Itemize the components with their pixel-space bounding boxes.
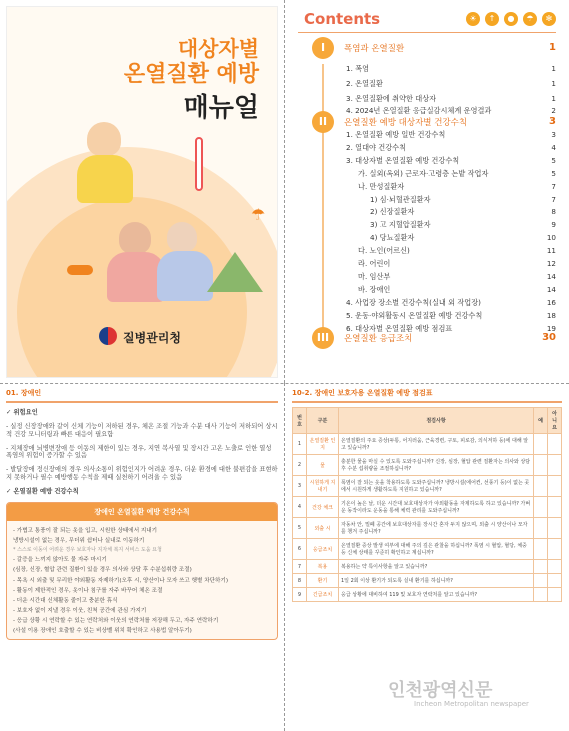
watermark: 인천광역신문 — [388, 680, 493, 701]
elder-head-illustration — [119, 222, 151, 254]
table-row — [293, 539, 562, 560]
risk-item: - 지체장애 뇌병변장애 등 이동의 제한이 있는 경우, 지연 복사열 및 장시간 고온 노출로 인한 열성 폭염의 위험이 증가할 수 있음 — [6, 444, 272, 460]
rules-heading: ✓ 온열질환 예방 건강수칙 — [6, 488, 79, 496]
contents-icons — [466, 12, 556, 26]
row-check-text: 온열질환의 주요 증상(두통, 어지러움, 근육경련, 구토, 피로감, 의식저하 등)에 대해 알고 있습니까? — [339, 434, 534, 455]
section-numeral: III — [312, 327, 334, 349]
toc-item[interactable]: 5. 운동·야외활동시 온열질환 예방 건강수칙 18 — [346, 310, 556, 320]
no-checkbox[interactable] — [548, 560, 562, 574]
rule-line: - 보호자 없이 지낼 경우 이웃, 친척 공간에 관심 가지기 — [13, 607, 147, 614]
row-number: 6 — [293, 539, 307, 560]
person-body-illustration — [77, 155, 133, 203]
no-checkbox[interactable] — [548, 539, 562, 560]
row-number: 4 — [293, 497, 307, 518]
table-header-row — [293, 408, 562, 434]
row-check-text: 폭염이 잘 되는 옷을 착용하도록 도와주십니까? 냉방시설(에어컨, 선풍기 등)이 없는 곳에서 시원하게 생활하도록 지원하고 있습니까? — [339, 476, 534, 497]
table-row — [293, 455, 562, 476]
column-header: 아니요 — [548, 408, 562, 434]
person-head-illustration — [87, 122, 121, 156]
column-header: 점검사항 — [339, 408, 534, 434]
hill-illustration — [207, 252, 263, 292]
cover-page — [6, 6, 278, 378]
table-row — [293, 497, 562, 518]
row-number: 1 — [293, 434, 307, 455]
rule-line: (사설 이용 장애인 호출할 수 있는 비상벨 위치 확인하고 사용법 알아두기) — [13, 628, 192, 635]
agency-name: 질병관리청 — [123, 331, 181, 345]
drop-icon: ● — [504, 12, 518, 26]
table-row — [293, 476, 562, 497]
section-title[interactable]: 온열질환 응급조치 30 — [344, 332, 556, 344]
table-row — [293, 574, 562, 588]
disabled-guide-page — [6, 386, 278, 726]
toc-item[interactable]: 나. 만성질환자 7 — [358, 181, 556, 191]
column-header: 예 — [534, 408, 548, 434]
rule-line: (심장, 신장, 혈압 관련 질환이 있을 경우 의사와 상담 후 수분섭취량 조절) — [13, 567, 192, 574]
rule-line: * 스스로 이동이 어려운 경우 보호자나 지자체 복지 서비스 도움 요청 — [13, 547, 162, 554]
row-check-text: 복용하는 약 특이사항을 알고 있습니까? — [339, 560, 534, 574]
contents-timeline — [322, 64, 324, 344]
elder2-head-illustration — [167, 222, 197, 252]
row-check-text: 응급 상황에 대비하여 119 및 보호자 연락처를 알고 있습니까? — [339, 588, 534, 602]
toc-item[interactable]: 1. 온열질환 예방 일반 건강수칙 3 — [346, 130, 556, 139]
yes-checkbox[interactable] — [534, 574, 548, 588]
contents-page — [290, 6, 564, 378]
rule-line: - 목욕 시 외출 및 무리한 야외활동 자제하기(오후 시, 양산이나 모자 쓰고 햇볕 차단하기) — [13, 577, 228, 584]
toc-item[interactable]: 4. 사업장 장소별 건강수칙(실내 외 작업장) 16 — [346, 297, 556, 307]
row-check-text: 기온이 높은 날, 더운 시간대 보호대상자가 야외활동을 자제하도록 하고 있습니까? 가벼운 동작이라도 운동을 통해 체력 관리를 도와주십니까? — [339, 497, 534, 518]
page-header: 10-2. 장애인 보호자용 온열질환 예방 점검표 — [292, 386, 562, 403]
cover-title-line1: 대상자별 — [177, 37, 259, 61]
no-checkbox[interactable] — [548, 476, 562, 497]
watermark-sub: Incheon Metropolitan newspaper — [414, 700, 529, 708]
yes-checkbox[interactable] — [534, 434, 548, 455]
toc-item[interactable]: 3. 대상자별 온열질환 예방 건강수칙 5 — [346, 155, 556, 165]
row-category: 시원하게 지내기 — [307, 476, 339, 497]
row-check-text: 온열질환 증상 발생 여부에 대해 주의 깊은 관찰을 하십니까? 폭염 시 혈압, 혈당, 체중 등 신체 상태를 꾸준히 확인하고 계십니까? — [339, 539, 534, 560]
row-category: 온열질환 인지 — [307, 434, 339, 455]
risk-list — [6, 423, 278, 482]
checklist-page — [292, 386, 562, 726]
thermometer-icon: ↑ — [485, 12, 499, 26]
cover-title-line3: 매뉴얼 — [183, 93, 259, 123]
rule-line: 냉방시설이 없는 경우, 무더위 쉼터나 실내로 이동하기 — [13, 537, 145, 544]
row-category: 복용 — [307, 560, 339, 574]
divider-vertical — [284, 0, 285, 383]
cover-title-line2: 온열질환 예방 — [123, 62, 259, 87]
page-header: 01. 장애인 — [6, 386, 278, 403]
row-number: 9 — [293, 588, 307, 602]
no-checkbox[interactable] — [548, 588, 562, 602]
divider-vertical-bottom — [284, 383, 285, 731]
row-number: 2 — [293, 455, 307, 476]
column-header: 구분 — [307, 408, 339, 434]
rules-box-body — [7, 521, 277, 639]
toc-item[interactable]: 다. 노인(어르신) 11 — [358, 246, 556, 256]
toc-item[interactable]: 2. 온열질환 1 — [346, 79, 556, 88]
no-checkbox[interactable] — [548, 497, 562, 518]
rule-line: - 가볍고 통풍이 잘 되는 옷을 입고, 시원한 상태에서 지내기 — [13, 527, 158, 534]
row-category: 응급조치 — [307, 539, 339, 560]
table-row — [293, 518, 562, 539]
agency-logo-icon — [99, 327, 117, 345]
section-title[interactable]: 온열질환 예방 대상자별 건강수칙 3 — [344, 116, 556, 128]
toc-item[interactable]: 4) 당뇨질환자 10 — [370, 233, 556, 243]
risk-item: - 실정 신장장애와 같이 신체 기능이 저하된 경우, 체온 조절 기능과 수분 대사 기능이 저하되어 상시적 건강 모니터링과 빠른 대응이 필요함 — [6, 422, 278, 438]
toc-item[interactable]: 1) 심·뇌혈관질환자 7 — [370, 194, 556, 204]
fan-icon: ✻ — [542, 12, 556, 26]
yes-checkbox[interactable] — [534, 518, 548, 539]
risk-heading: ✓ 위험요인 — [6, 409, 38, 416]
table-row — [293, 434, 562, 455]
toc-item[interactable]: 마. 임산부 14 — [358, 271, 556, 281]
contents-rule — [298, 32, 556, 33]
no-checkbox[interactable] — [548, 434, 562, 455]
row-number: 8 — [293, 574, 307, 588]
row-number: 3 — [293, 476, 307, 497]
table-row — [293, 588, 562, 602]
row-number: 5 — [293, 518, 307, 539]
sun-icon: ☀ — [466, 12, 480, 26]
toc-item[interactable]: 2) 신장질환자 8 — [370, 207, 556, 217]
badge-decoration — [67, 265, 93, 275]
row-category: 외출 시 — [307, 518, 339, 539]
toc-item[interactable]: 6. 대상자별 온열질환 예방 점검표 19 — [346, 323, 556, 333]
toc-item[interactable]: 1. 폭염 1 — [346, 64, 556, 73]
thermometer-icon — [195, 137, 203, 191]
contents-title: Contents — [304, 10, 381, 28]
row-category: 환기 — [307, 574, 339, 588]
no-checkbox[interactable] — [548, 455, 562, 476]
column-header: 번호 — [293, 408, 307, 434]
no-checkbox[interactable] — [548, 518, 562, 539]
row-category: 건강 체크 — [307, 497, 339, 518]
row-category: 긴급조치 — [307, 588, 339, 602]
row-check-text: 자동차 안, 밀폐 공간에 보호대상자를 장시간 혼자 두지 않으며, 외출 시 양산이나 모자를 챙겨 주십니까? — [339, 518, 534, 539]
yes-checkbox[interactable] — [534, 497, 548, 518]
rule-line: - 응급 상황 시 연락할 수 있는 연락처와 이웃의 연락처를 저장해 두고, 자주 연락하기 — [13, 618, 219, 624]
yes-checkbox[interactable] — [534, 560, 548, 574]
toc-item[interactable]: 2. 열대야 건강수칙 4 — [346, 142, 556, 152]
toc-item[interactable]: 3. 온열질환에 취약한 대상자 1 — [346, 94, 556, 103]
row-number: 7 — [293, 560, 307, 574]
elder2-body-illustration — [157, 251, 213, 301]
toc-item[interactable]: 가. 실외(옥외) 근로자·고령층 논밭 작업자 5 — [358, 168, 556, 178]
table-row — [293, 560, 562, 574]
rule-line: - 더운 시간대 신체활동 줄이고 충분한 휴식 — [13, 597, 118, 604]
rules-box-title: 장애인 온열질환 예방 건강수칙 — [7, 503, 277, 521]
toc-item[interactable]: 라. 어린이 12 — [358, 259, 556, 268]
rules-box — [6, 502, 278, 640]
section-title[interactable]: 폭염과 온열질환 1 — [344, 42, 556, 54]
row-check-text: 1일 2회 이상 환기가 되도록 실내 환기를 하십니까? — [339, 574, 534, 588]
section-numeral: II — [312, 111, 334, 133]
no-checkbox[interactable] — [548, 574, 562, 588]
checklist-table — [292, 407, 562, 602]
toc-item[interactable]: 4. 2024년 온열질환 응급실감시체계 운영결과 2 — [346, 106, 556, 115]
yes-checkbox[interactable] — [534, 539, 548, 560]
rule-line: - 갈증을 느끼지 않아도 물 자주 마시기 — [13, 557, 107, 564]
umbrella-icon: ☂ — [523, 12, 537, 26]
risk-item: - 발달장애 정신장애의 경우 의사소통이 위험인지가 어려운 경우, 더운 환경에 대한 불편감을 표현하지 못하거나 필수 예방행동 수칙을 제때 실천하기 어려울 수 있음 — [6, 466, 278, 482]
section-numeral: I — [312, 37, 334, 59]
rule-line: - 활동이 제한적인 경우, 옷이나 침구를 자주 바꾸어 체온 조절 — [13, 587, 163, 594]
row-check-text: 충분한 물을 마실 수 있도록 도와주십니까? 신장, 심장, 혈압 관련 질환자는 의사와 상담 후 수분 섭취량을 조절하십니까? — [339, 455, 534, 476]
yes-checkbox[interactable] — [534, 588, 548, 602]
toc-item[interactable]: 3) 고 지혈압질환자 9 — [370, 220, 556, 230]
row-category: 물 — [307, 455, 339, 476]
umbrella-icon: ☂ — [251, 205, 266, 224]
yes-checkbox[interactable] — [534, 455, 548, 476]
toc-item[interactable]: 바. 장애인 14 — [358, 284, 556, 294]
yes-checkbox[interactable] — [534, 476, 548, 497]
